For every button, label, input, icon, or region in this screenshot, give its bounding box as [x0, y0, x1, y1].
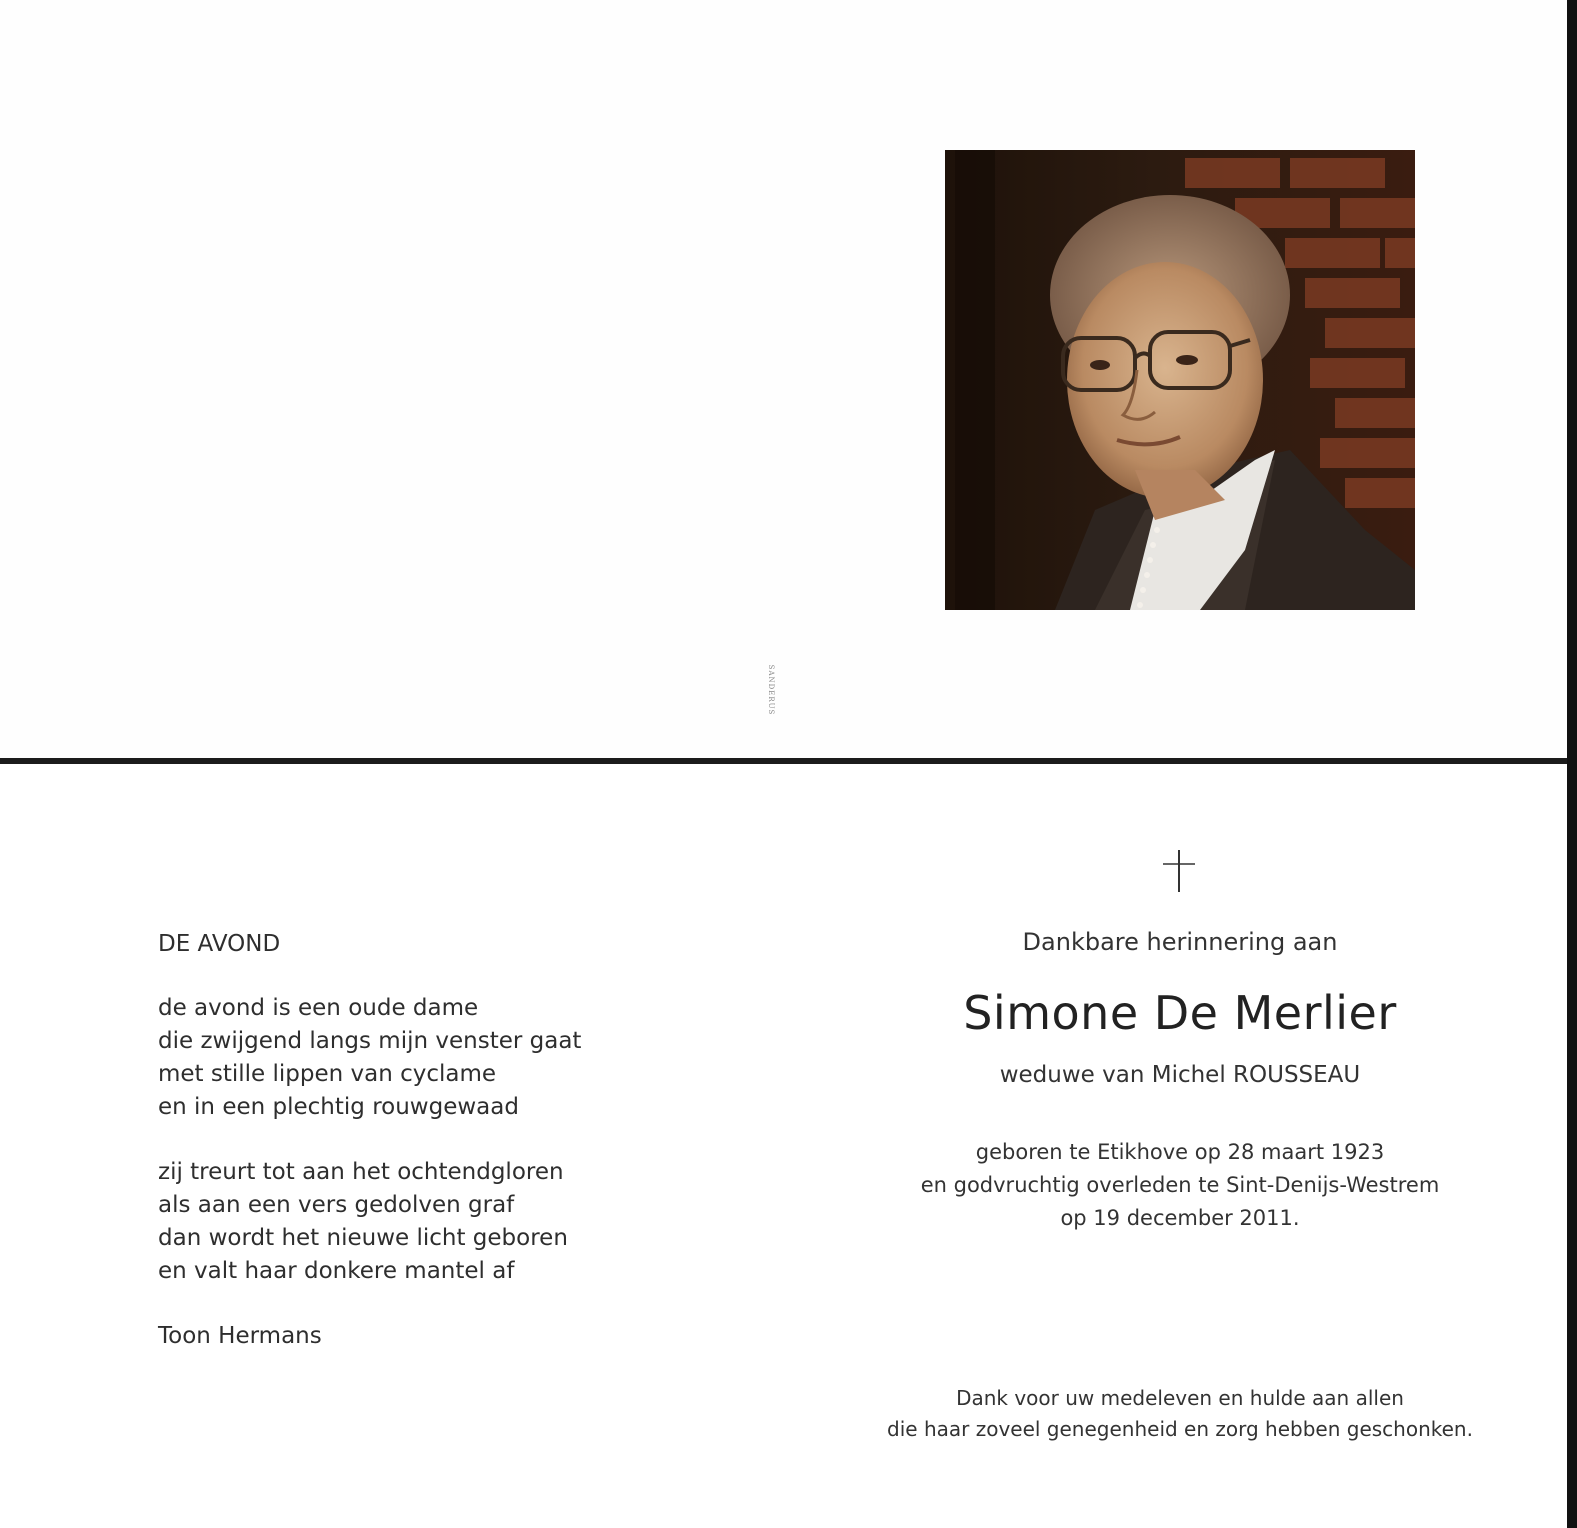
poem-line: als aan een vers gedolven graf: [158, 1192, 515, 1218]
poem: [158, 928, 718, 1353]
cross-icon: [1157, 848, 1197, 894]
portrait-illustration: [945, 150, 1415, 610]
scan-edge: [1567, 0, 1577, 1528]
printer-mark: SANDERUS: [767, 664, 775, 716]
widow-of: weduwe van Michel ROUSSEAU: [999, 1062, 1361, 1088]
poem-line: de avond is een oude dame: [158, 995, 479, 1021]
life-dates: [880, 1136, 1480, 1235]
poem-line: dan wordt het nieuwe licht geboren: [158, 1225, 568, 1251]
poem-line: en in een plechtig rouwgewaad: [158, 1094, 519, 1120]
poem-line: met stille lippen van cyclame: [158, 1061, 497, 1087]
poem-line: zij treurt tot aan het ochtendgloren: [158, 1159, 564, 1185]
poem-title: DE AVOND: [158, 931, 281, 957]
poem-line: en valt haar donkere mantel af: [158, 1258, 515, 1284]
memorial-subtitle: Dankbare herinnering aan: [1022, 928, 1338, 956]
deceased-name: Simone De Merlier: [963, 986, 1397, 1040]
thanks-line: Dank voor uw medeleven en hulde aan allen: [956, 1386, 1404, 1410]
thanks-note: [880, 1383, 1480, 1445]
death-place-line: en godvruchtig overleden te Sint-Denijs-Westrem: [920, 1173, 1440, 1197]
poem-stanza: [158, 1156, 718, 1288]
portrait-photo: [945, 150, 1415, 610]
poem-stanza: [158, 992, 718, 1124]
death-date-line: op 19 december 2011.: [1060, 1206, 1300, 1230]
birth-line: geboren te Etikhove op 28 maart 1923: [975, 1140, 1385, 1164]
thanks-line: die haar zoveel genegenheid en zorg hebben geschonken.: [887, 1417, 1473, 1441]
poem-line: die zwijgend langs mijn venster gaat: [158, 1028, 582, 1054]
poem-author: Toon Hermans: [158, 1323, 322, 1349]
